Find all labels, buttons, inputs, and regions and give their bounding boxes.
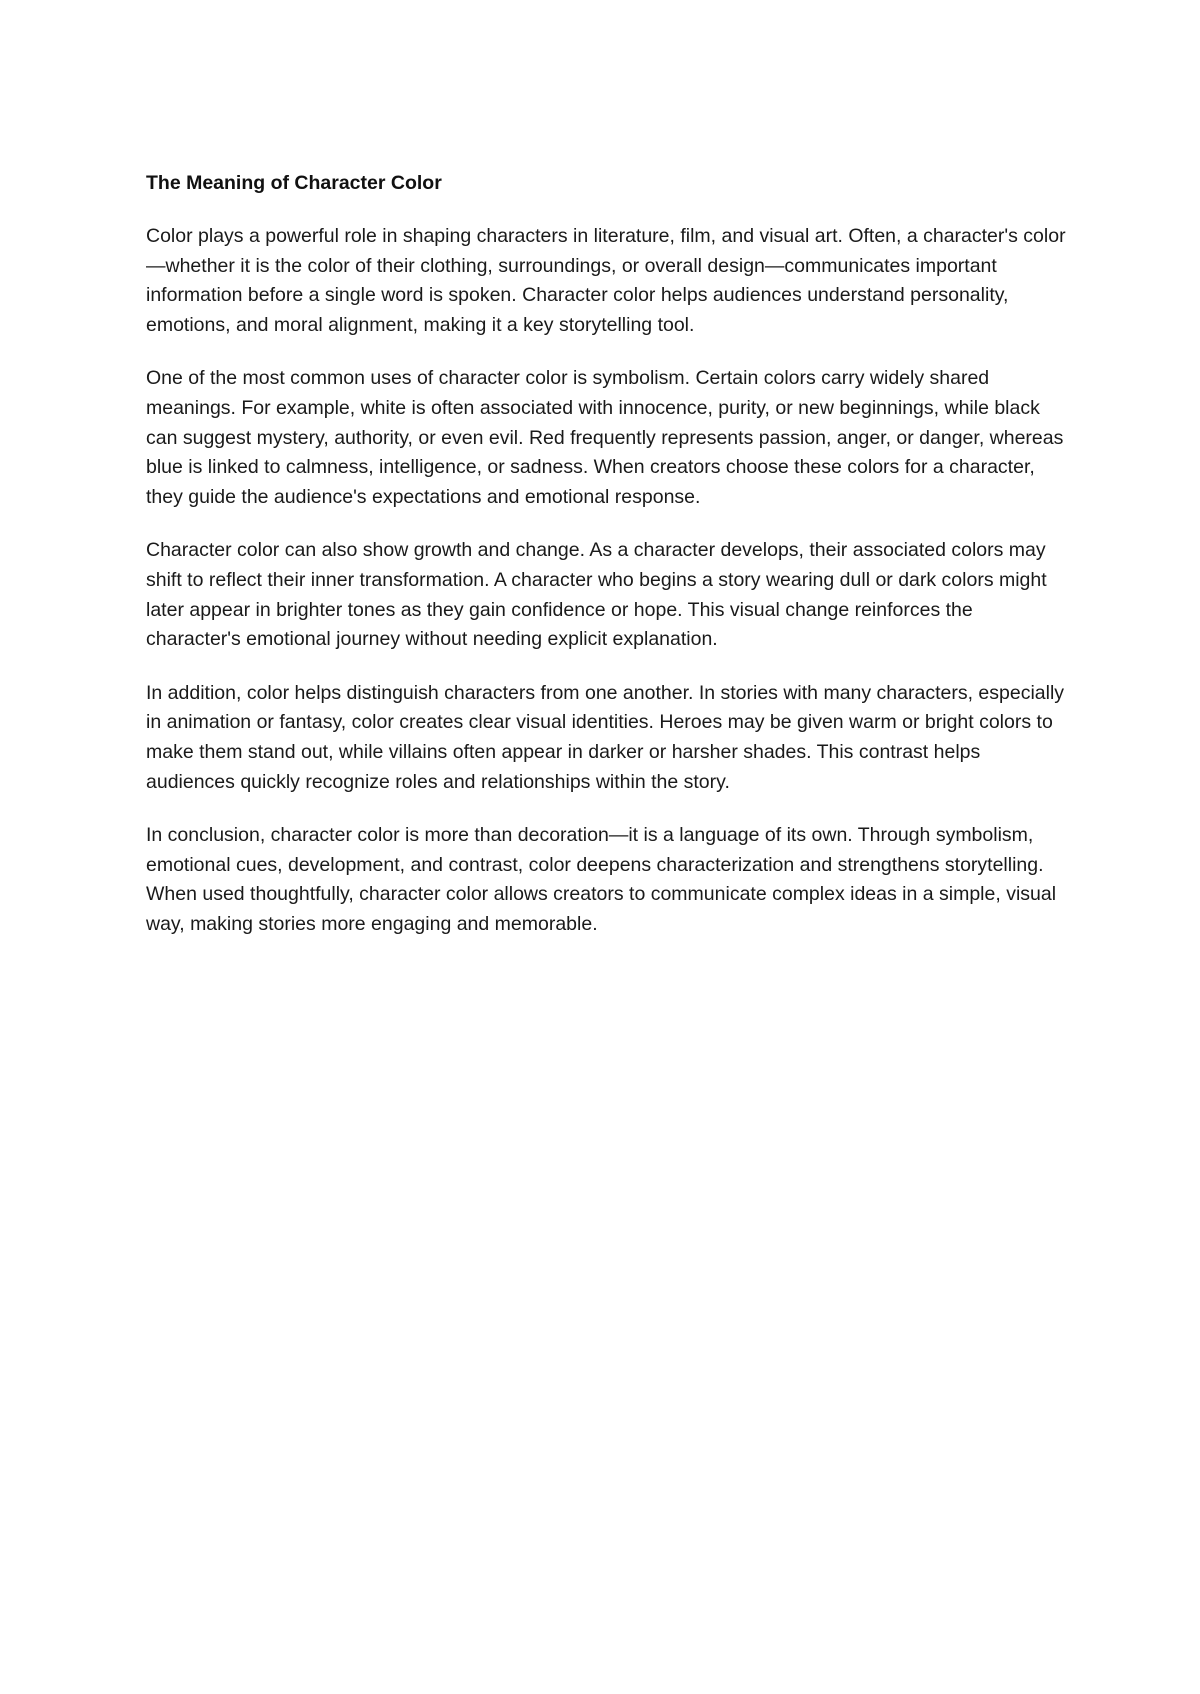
- paragraph-conclusion: In conclusion, character color is more than decoration—it is a language of its own. Through symbolism, emotional cues, development, and contrast, color deepens characterization and strengthens storytelling. When used thoughtfully, character color allows creators to communicate complex ideas in a simple, visual way, making stories more engaging and memorable.: [146, 824, 1057, 935]
- paragraph-symbolism: One of the most common uses of character color is symbolism. Certain colors carry widely shared meanings. For example, white is often associated with innocence, purity, or new beginnings, while black can suggest mystery, authority, or even evil. Red frequently represents passion, anger, or danger, whereas blue is linked to calmness, intelligence, or sadness. When creators choose these colors for a character, they guide the audience's expectations and emotional response.: [146, 367, 1064, 508]
- document-body: [146, 170, 1066, 963]
- paragraph-distinction: In addition, color helps distinguish characters from one another. In stories with many characters, especially in animation or fantasy, color creates clear visual identities. Heroes may be given warm or bright colors to make them stand out, while villains often appear in darker or harsher shades. This contrast helps audiences quickly recognize roles and relationships within the story.: [146, 681, 1065, 793]
- paragraph-intro: Color plays a powerful role in shaping characters in literature, film, and visual art. Often, a character's color—whether it is the color of their clothing, surroundings, or overall design—communicates important information before a single word is spoken. Character color helps audiences understand personality, emotions, and moral alignment, making it a key storytelling tool.: [146, 225, 1066, 336]
- paragraph-growth: Character color can also show growth and change. As a character develops, their associated colors may shift to reflect their inner transformation. A character who begins a story wearing dull or dark colors might later appear in brighter tones as they gain confidence or hope. This visual change reinforces the character's emotional journey without needing explicit explanation.: [146, 539, 1047, 651]
- document-title: The Meaning of Character Color: [146, 172, 442, 194]
